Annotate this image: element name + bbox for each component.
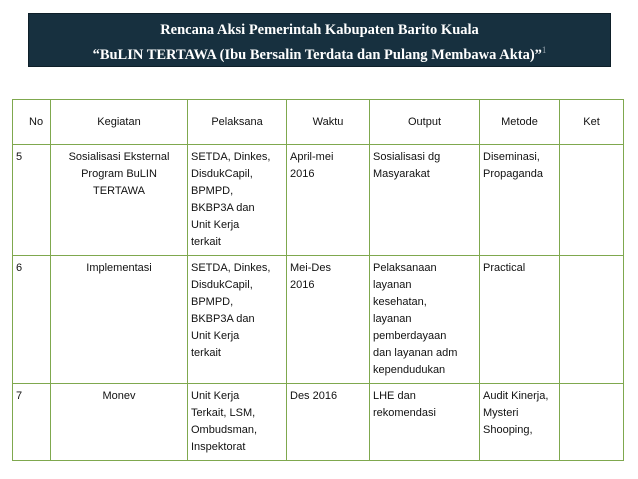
cell-line: Masyarakat xyxy=(373,168,430,180)
cell-line: Mei-Des xyxy=(290,262,331,274)
cell-line: layanan xyxy=(373,279,412,291)
cell-line: Sosialisasi Eksternal xyxy=(68,151,170,163)
cell-line: dan layanan adm xyxy=(373,347,458,359)
cell-line: Unit Kerja xyxy=(191,390,240,402)
header-waktu: Waktu xyxy=(287,100,370,145)
header-pelaksana: Pelaksana xyxy=(188,100,287,145)
cell-line: Practical xyxy=(483,262,526,274)
cell-line: DisdukCapil, xyxy=(191,279,253,291)
cell-line: Pelaksanaan xyxy=(373,262,437,274)
cell-line: Terkait, LSM, xyxy=(191,407,256,419)
cell-pelaksana xyxy=(188,384,287,461)
cell-output xyxy=(370,256,480,384)
cell-ket xyxy=(560,256,624,384)
cell-line: 2016 xyxy=(290,168,315,180)
cell-kegiatan xyxy=(51,145,188,256)
cell-ket xyxy=(560,145,624,256)
cell-line: Propaganda xyxy=(483,168,543,180)
cell-waktu xyxy=(287,256,370,384)
cell-line: Ombudsman, xyxy=(191,424,258,436)
cell-line: Shooping, xyxy=(483,424,533,436)
cell-line: rekomendasi xyxy=(373,407,436,419)
cell-line: 5 xyxy=(16,151,23,163)
cell-line: Sosialisasi dg xyxy=(373,151,441,163)
cell-line: BPMPD, xyxy=(191,185,234,197)
cell-ket xyxy=(560,384,624,461)
title-line-2-text: “BuLIN TERTAWA (Ibu Bersalin Terdata dan Pulang Membawa Akta)” xyxy=(92,46,542,63)
cell-line: Monev xyxy=(102,390,136,402)
cell-line: LHE dan xyxy=(373,390,416,402)
cell-no xyxy=(13,256,51,384)
cell-line: BKBP3A dan xyxy=(191,202,255,214)
cell-line: terkait xyxy=(191,236,221,248)
cell-line: DisdukCapil, xyxy=(191,168,253,180)
cell-line: SETDA, Dinkes, xyxy=(191,151,271,163)
cell-line: BPMPD, xyxy=(191,296,234,308)
cell-output xyxy=(370,145,480,256)
cell-line: SETDA, Dinkes, xyxy=(191,262,271,274)
cell-waktu xyxy=(287,145,370,256)
cell-line: April-mei xyxy=(290,151,334,163)
title-banner xyxy=(28,13,611,67)
cell-line: TERTAWA xyxy=(93,185,145,197)
cell-line: pemberdayaan xyxy=(373,330,447,342)
cell-kegiatan xyxy=(51,256,188,384)
table-row xyxy=(13,145,624,256)
cell-line: terkait xyxy=(191,347,221,359)
title-line-2 xyxy=(29,40,610,65)
cell-line: kesehatan, xyxy=(373,296,427,308)
cell-line: Program BuLIN xyxy=(81,168,157,180)
header-metode: Metode xyxy=(480,100,560,145)
title-footnote-mark: 1 xyxy=(541,45,547,55)
cell-line: Unit Kerja xyxy=(191,330,240,342)
cell-line: Implementasi xyxy=(86,262,152,274)
cell-output xyxy=(370,384,480,461)
table-row xyxy=(13,384,624,461)
header-output: Output xyxy=(370,100,480,145)
header-kegiatan: Kegiatan xyxy=(51,100,188,145)
cell-metode xyxy=(480,256,560,384)
cell-line: 7 xyxy=(16,390,23,402)
cell-line: Unit Kerja xyxy=(191,219,240,231)
cell-line: BKBP3A dan xyxy=(191,313,255,325)
cell-no xyxy=(13,145,51,256)
cell-line: Mysteri xyxy=(483,407,519,419)
cell-waktu xyxy=(287,384,370,461)
cell-line: 6 xyxy=(16,262,23,274)
cell-pelaksana xyxy=(188,256,287,384)
cell-line: 2016 xyxy=(290,279,315,291)
cell-no xyxy=(13,384,51,461)
title-line-1: Rencana Aksi Pemerintah Kabupaten Barito Kuala xyxy=(160,22,479,38)
header-no: No xyxy=(13,100,51,145)
cell-pelaksana xyxy=(188,145,287,256)
cell-metode xyxy=(480,384,560,461)
cell-line: kependudukan xyxy=(373,364,446,376)
cell-line: Diseminasi, xyxy=(483,151,540,163)
header-ket: Ket xyxy=(560,100,624,145)
cell-line: layanan xyxy=(373,313,412,325)
table-header-row xyxy=(13,100,624,145)
cell-line: Des 2016 xyxy=(290,390,338,402)
cell-metode xyxy=(480,145,560,256)
cell-line: Audit Kinerja, xyxy=(483,390,549,402)
cell-kegiatan xyxy=(51,384,188,461)
cell-line: Inspektorat xyxy=(191,441,246,453)
table-row xyxy=(13,256,624,384)
action-plan-table xyxy=(12,99,624,461)
